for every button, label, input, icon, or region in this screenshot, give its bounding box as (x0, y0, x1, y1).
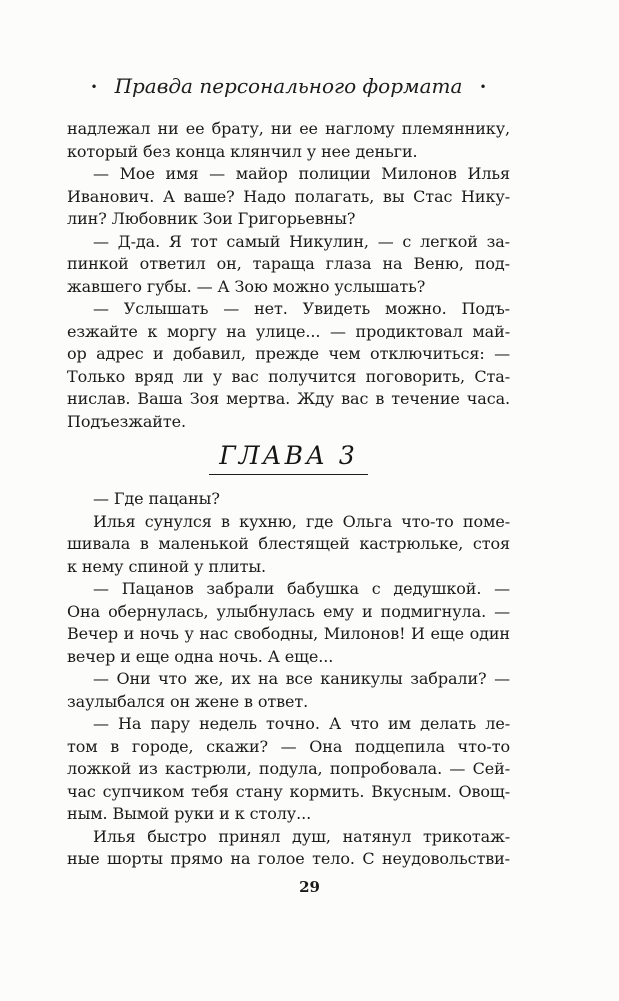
text-line: заулыбался он жене в ответ. (67, 691, 309, 711)
bullet-icon: • (479, 80, 487, 94)
text-line: к нему спиной у плиты. (67, 556, 266, 576)
text-line: ным. Вымой руки и к столу... (67, 804, 312, 823)
text-line: пинкой ответил он, тараща глаза на Веню, под- (67, 254, 510, 273)
text-line: Иванович. А ваше? Надо полагать, вы Стас Нику- (67, 186, 510, 206)
text-line: Илья быстро принял душ, натянул трикотаж- (93, 826, 510, 846)
chapter-heading-text: ГЛАВА 3 (209, 441, 368, 475)
text-line: ные шорты прямо на голое тело. С неудовольстви- (67, 849, 510, 868)
chapter-heading (67, 441, 510, 475)
text-line: который без конца клянчил у нее деньги. (67, 141, 418, 161)
running-header (67, 74, 510, 98)
text-line: надлежал ни ее брату, ни ее наглому племяннику, (67, 119, 510, 138)
bullet-icon: • (90, 80, 98, 94)
page-number: 29 (299, 878, 320, 896)
text-line: ор адрес и добавил, прежде чем отключиться: — (67, 344, 510, 363)
text-line: — Где пацаны? (93, 489, 220, 508)
text-line: Вечер и ночь у нас свободны, Милонов! И еще один (67, 624, 510, 643)
text-line: жавшего губы. — А Зою можно услышать? (67, 276, 426, 296)
text-line: езжайте к моргу на улице... — продиктовал май- (67, 321, 510, 341)
text-line: — Они что же, их на все каникулы забрали? — (93, 669, 510, 688)
text-line: — Д-да. Я тот самый Никулин, — с легкой за- (93, 231, 510, 251)
running-header-title: Правда персонального формата (114, 74, 463, 98)
text-line: — Услышать — нет. Увидеть можно. Подъ- (93, 299, 510, 318)
text-line: Только вряд ли у вас получится поговорить, Ста- (67, 366, 510, 386)
text-line: — Мое имя — майор полиции Милонов Илья (93, 164, 510, 183)
text-section-1 (67, 118, 510, 433)
text-line: — Пацанов забрали бабушка с дедушкой. — (93, 579, 510, 598)
text-line: час супчиком тебя стану кормить. Вкусным. Овощ- (67, 781, 510, 801)
text-line: ложкой из кастрюли, подула, попробовала. — Сей- (67, 759, 510, 778)
text-line: шивала в маленькой блестящей кастрюльке, стоя (67, 534, 510, 553)
text-line: Она обернулась, улыбнулась ему и подмигнула. — (67, 601, 510, 621)
text-line: том в городе, скажи? — Она подцепила что-то (67, 736, 510, 756)
text-line: нислав. Ваша Зоя мертва. Жду вас в течение часа. (67, 389, 510, 408)
text-section-2 (67, 488, 510, 871)
text-line: вечер и еще одна ночь. А еще... (67, 646, 334, 666)
text-line: лин? Любовник Зои Григорьевны? (67, 209, 356, 228)
text-line: Илья сунулся в кухню, где Ольга что-то поме- (93, 511, 510, 531)
text-line: Подъезжайте. (67, 411, 186, 431)
text-line: — На пару недель точно. А что им делать ле- (93, 714, 510, 733)
